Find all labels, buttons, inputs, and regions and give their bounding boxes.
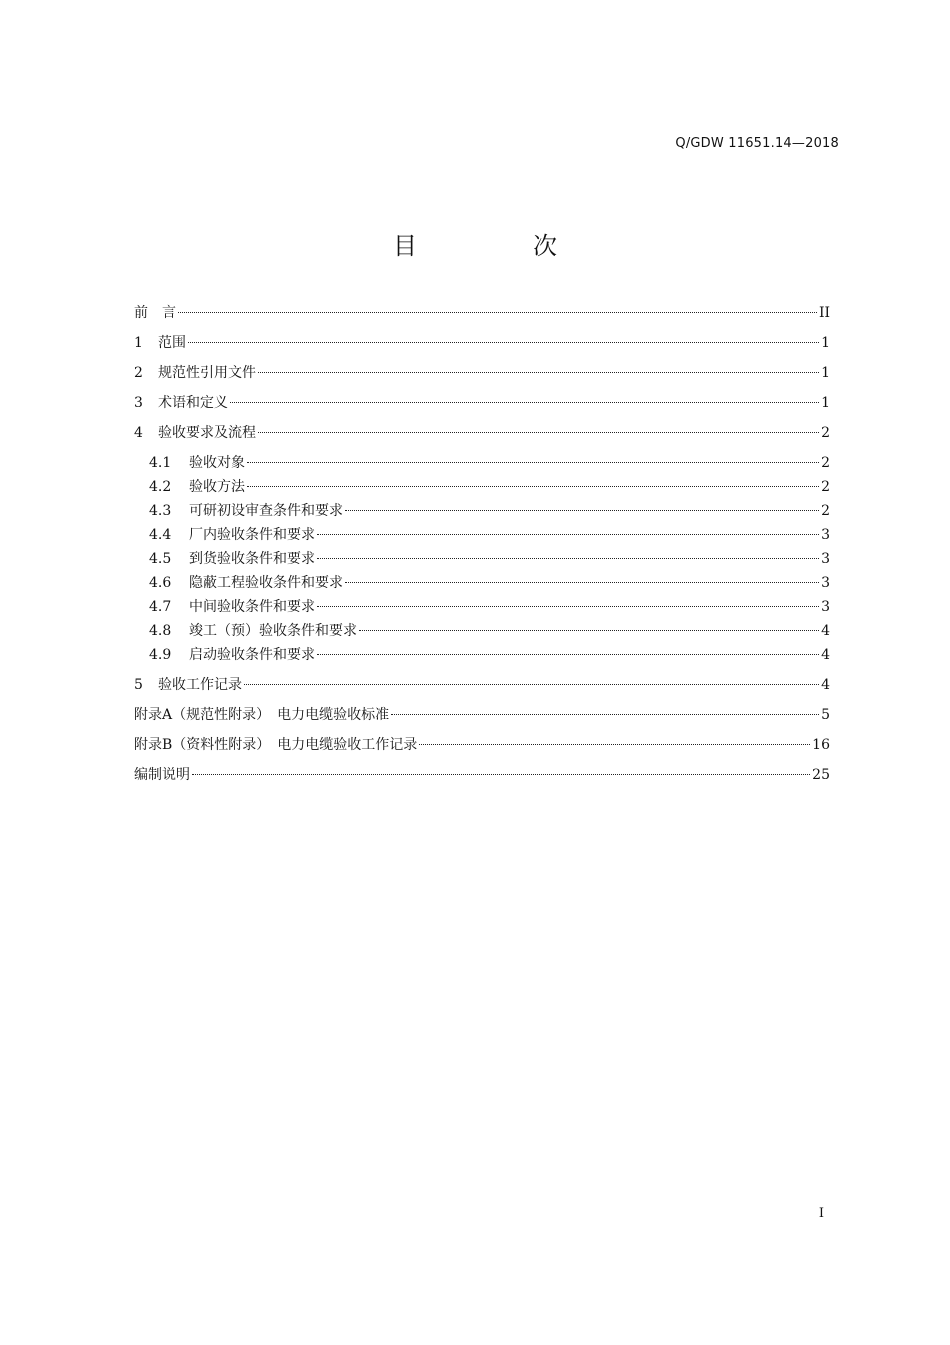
toc-entry-4[interactable]	[134, 422, 830, 442]
toc-entry-number: 4.4	[149, 527, 172, 543]
dot-leader	[345, 510, 819, 511]
toc-entry-page: 4	[821, 677, 830, 693]
toc-entry-number: 2	[134, 365, 143, 381]
toc-entry-label: 验收要求及流程	[158, 425, 256, 441]
toc-entry-label: 验收方法	[189, 479, 245, 495]
toc-entry-4-3[interactable]	[149, 500, 830, 520]
toc-entry-label: 厂内验收条件和要求	[189, 527, 315, 543]
toc-entry-5[interactable]	[134, 674, 830, 694]
toc-entry-page: 2	[821, 425, 830, 441]
toc-entry-foreword[interactable]	[134, 302, 830, 322]
dot-leader	[230, 402, 819, 403]
toc-entry-page: 3	[821, 575, 830, 591]
dot-leader	[178, 312, 817, 313]
dot-leader	[244, 684, 819, 685]
toc-entry-label: 术语和定义	[158, 395, 228, 411]
toc-entry-label: 规范性引用文件	[158, 365, 256, 381]
toc-entry-number: 1	[134, 335, 143, 351]
toc-entry-page: 2	[821, 479, 830, 495]
toc-entry-page: 4	[821, 623, 830, 639]
toc-entry-page: 2	[821, 455, 830, 471]
dot-leader	[188, 342, 819, 343]
toc-entry-number: 4.9	[149, 647, 172, 663]
toc-entry-page: 16	[812, 737, 830, 753]
toc-entry-page: 3	[821, 599, 830, 615]
toc-entry-label: 中间验收条件和要求	[189, 599, 315, 615]
toc-entry-number: 4.3	[149, 503, 172, 519]
toc-entry-4-8[interactable]	[149, 620, 830, 640]
page-number: I	[818, 1206, 824, 1221]
toc-entry-number: 4.2	[149, 479, 172, 495]
toc-entry-appendix-a[interactable]	[134, 704, 830, 724]
toc-entry-4-7[interactable]	[149, 596, 830, 616]
toc-entry-label: 附录B（资料性附录） 电力电缆验收工作记录	[134, 737, 418, 753]
toc-entry-page: 1	[821, 395, 830, 411]
dot-leader	[247, 462, 819, 463]
dot-leader	[192, 774, 810, 775]
toc-entry-number: 4.7	[149, 599, 172, 615]
toc-entry-page: 2	[821, 503, 830, 519]
toc-entry-label: 附录A（规范性附录） 电力电缆验收标准	[134, 707, 390, 723]
toc-entry-label: 验收工作记录	[158, 677, 242, 693]
toc-entry-label: 竣工（预）验收条件和要求	[189, 623, 357, 639]
dot-leader	[317, 654, 819, 655]
toc-entry-label: 到货验收条件和要求	[189, 551, 315, 567]
dot-leader	[317, 534, 819, 535]
dot-leader	[258, 432, 819, 433]
toc-entry-4-2[interactable]	[149, 476, 830, 496]
dot-leader	[247, 486, 819, 487]
toc-entry-appendix-b[interactable]	[134, 734, 830, 754]
toc-entry-page: 3	[821, 551, 830, 567]
dot-leader	[317, 558, 819, 559]
toc-entry-page: 4	[821, 647, 830, 663]
toc-entry-number: 4.1	[149, 455, 172, 471]
dot-leader	[359, 630, 819, 631]
toc-title: 目 次	[393, 232, 603, 260]
toc-entry-label: 可研初设审查条件和要求	[189, 503, 343, 519]
toc-entry-3[interactable]	[134, 392, 830, 412]
dot-leader	[258, 372, 819, 373]
dot-leader	[317, 606, 819, 607]
toc-entry-number: 4.8	[149, 623, 172, 639]
toc-entry-page: 1	[821, 365, 830, 381]
toc-entry-label: 隐蔽工程验收条件和要求	[189, 575, 343, 591]
toc-entry-page: 25	[812, 767, 830, 783]
toc-entry-number: 4.5	[149, 551, 172, 567]
dot-leader	[345, 582, 819, 583]
toc-entry-page: 3	[821, 527, 830, 543]
toc-entry-label: 验收对象	[189, 455, 245, 471]
toc-entry-label: 编制说明	[134, 767, 190, 783]
toc-entry-page: 5	[821, 707, 830, 723]
toc-entry-number: 4.6	[149, 575, 172, 591]
toc-entry-page: 1	[821, 335, 830, 351]
toc-entry-number: 5	[134, 677, 143, 693]
toc-entry-label: 范围	[158, 335, 186, 351]
toc-entry-page: II	[818, 305, 830, 321]
toc-entry-4-9[interactable]	[149, 644, 830, 664]
toc-entry-2[interactable]	[134, 362, 830, 382]
toc-entry-number: 4	[134, 425, 143, 441]
toc-entry-compilation-notes[interactable]	[134, 764, 830, 784]
toc-entry-label: 前 言	[134, 305, 176, 321]
toc-entry-number: 3	[134, 395, 143, 411]
toc-entry-label: 启动验收条件和要求	[189, 647, 315, 663]
document-code: Q/GDW 11651.14—2018	[675, 136, 839, 151]
dot-leader	[391, 714, 819, 715]
toc-entry-4-6[interactable]	[149, 572, 830, 592]
toc-entry-1[interactable]	[134, 332, 830, 352]
dot-leader	[419, 744, 810, 745]
toc-entry-4-1[interactable]	[149, 452, 830, 472]
toc-entry-4-4[interactable]	[149, 524, 830, 544]
toc-entry-4-5[interactable]	[149, 548, 830, 568]
